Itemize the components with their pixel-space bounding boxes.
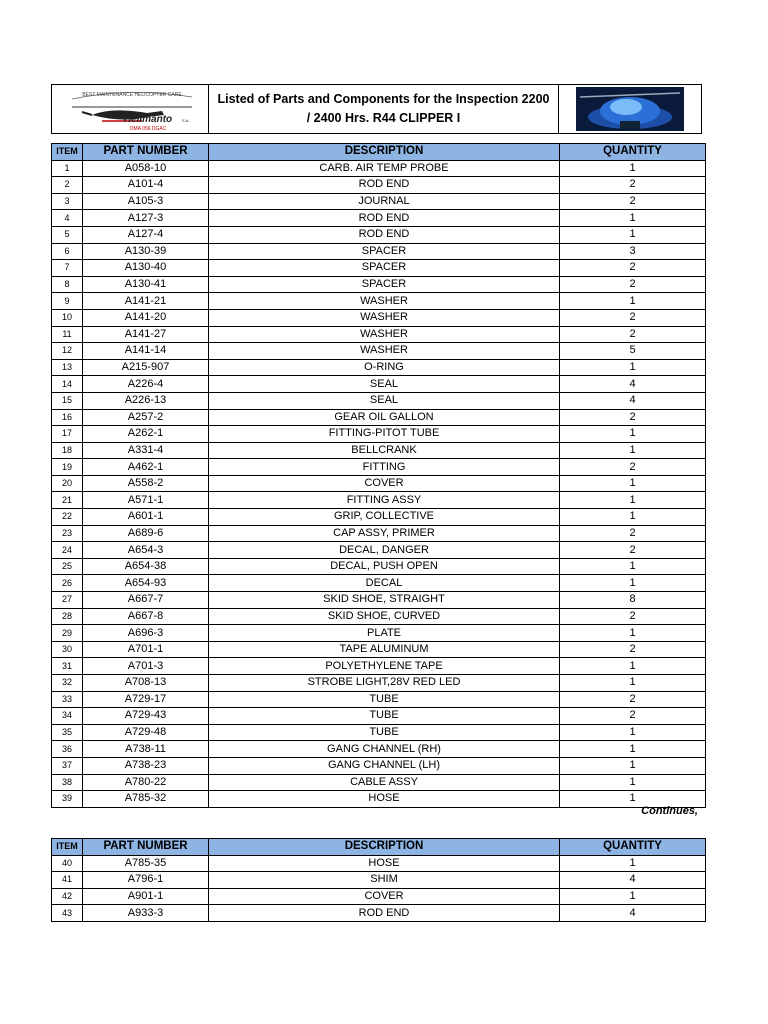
cell-item: 30 <box>52 641 83 658</box>
logo-tagline: BEST MAINTENANCE HELICOPTER CARE <box>82 92 182 98</box>
cell-quantity: 1 <box>560 855 706 872</box>
cell-part-number: A105-3 <box>83 193 209 210</box>
cell-description: WASHER <box>209 309 560 326</box>
table-row <box>52 475 706 492</box>
cell-item: 34 <box>52 708 83 725</box>
helicopter-logo-icon <box>52 85 208 135</box>
cell-part-number: A701-3 <box>83 658 209 675</box>
cell-part-number: A141-20 <box>83 309 209 326</box>
cell-item: 11 <box>52 326 83 343</box>
cell-part-number: A127-3 <box>83 210 209 227</box>
cell-part-number: A226-13 <box>83 392 209 409</box>
cell-description: DECAL, DANGER <box>209 542 560 559</box>
cell-part-number: A796-1 <box>83 872 209 889</box>
cell-description: SKID SHOE, CURVED <box>209 608 560 625</box>
table-row <box>52 675 706 692</box>
cell-part-number: A780-22 <box>83 774 209 791</box>
cell-description: GRIP, COLLECTIVE <box>209 509 560 526</box>
cell-item: 25 <box>52 558 83 575</box>
cell-quantity: 2 <box>560 691 706 708</box>
cell-description: PLATE <box>209 625 560 642</box>
col-desc-header: DESCRIPTION <box>209 839 560 856</box>
cell-item: 41 <box>52 872 83 889</box>
cell-description: TUBE <box>209 708 560 725</box>
logo-cert: OMA 056 DGAC <box>129 126 167 132</box>
cell-description: HOSE <box>209 791 560 808</box>
cell-item: 28 <box>52 608 83 625</box>
col-item-header: ITEM <box>52 839 83 856</box>
cell-quantity: 1 <box>560 757 706 774</box>
cell-quantity: 4 <box>560 392 706 409</box>
cell-item: 8 <box>52 276 83 293</box>
cell-description: WASHER <box>209 343 560 360</box>
document-header <box>51 84 702 134</box>
helicopter-photo <box>559 85 701 133</box>
table-row <box>52 542 706 559</box>
cell-item: 21 <box>52 492 83 509</box>
cell-quantity: 5 <box>560 343 706 360</box>
cell-description: O-RING <box>209 359 560 376</box>
cell-quantity: 2 <box>560 276 706 293</box>
table-row <box>52 575 706 592</box>
cell-description: GANG CHANNEL (RH) <box>209 741 560 758</box>
cell-part-number: A141-14 <box>83 343 209 360</box>
cell-description: ROD END <box>209 226 560 243</box>
cell-part-number: A667-8 <box>83 608 209 625</box>
cell-item: 26 <box>52 575 83 592</box>
cell-item: 2 <box>52 177 83 194</box>
cell-part-number: A901-1 <box>83 888 209 905</box>
table-row <box>52 724 706 741</box>
cell-description: WASHER <box>209 326 560 343</box>
cell-description: ROD END <box>209 210 560 227</box>
cell-item: 18 <box>52 442 83 459</box>
cell-quantity: 1 <box>560 210 706 227</box>
cell-item: 4 <box>52 210 83 227</box>
cell-item: 22 <box>52 509 83 526</box>
table-row <box>52 160 706 177</box>
cell-description: ROD END <box>209 177 560 194</box>
cell-description: COVER <box>209 475 560 492</box>
cell-description: SEAL <box>209 376 560 393</box>
cell-item: 33 <box>52 691 83 708</box>
table-row <box>52 509 706 526</box>
cell-description: JOURNAL <box>209 193 560 210</box>
col-part-header: PART NUMBER <box>83 839 209 856</box>
cell-item: 24 <box>52 542 83 559</box>
logo-suffix: S.A. <box>182 118 190 123</box>
helicopter-photo-image <box>576 87 684 131</box>
cell-description: BELLCRANK <box>209 442 560 459</box>
cell-part-number: A729-48 <box>83 724 209 741</box>
table-row <box>52 276 706 293</box>
cell-item: 13 <box>52 359 83 376</box>
cell-part-number: A130-39 <box>83 243 209 260</box>
cell-part-number: A141-21 <box>83 293 209 310</box>
cell-part-number: A654-93 <box>83 575 209 592</box>
cell-item: 27 <box>52 592 83 609</box>
cell-part-number: A738-23 <box>83 757 209 774</box>
cell-quantity: 1 <box>560 492 706 509</box>
cell-quantity: 2 <box>560 708 706 725</box>
company-logo <box>52 85 209 133</box>
cell-item: 40 <box>52 855 83 872</box>
cell-item: 20 <box>52 475 83 492</box>
col-part-header: PART NUMBER <box>83 144 209 161</box>
table-header-row <box>52 144 706 161</box>
cell-quantity: 1 <box>560 475 706 492</box>
cell-item: 10 <box>52 309 83 326</box>
cell-part-number: A601-1 <box>83 509 209 526</box>
cell-item: 32 <box>52 675 83 692</box>
cell-quantity: 1 <box>560 625 706 642</box>
cell-quantity: 1 <box>560 509 706 526</box>
table-row <box>52 177 706 194</box>
cell-item: 1 <box>52 160 83 177</box>
cell-quantity: 2 <box>560 525 706 542</box>
cell-description: GANG CHANNEL (LH) <box>209 757 560 774</box>
table-row <box>52 558 706 575</box>
document-title <box>209 85 559 133</box>
cell-description: HOSE <box>209 855 560 872</box>
table-row <box>52 757 706 774</box>
cell-part-number: A933-3 <box>83 905 209 922</box>
cell-quantity: 1 <box>560 888 706 905</box>
cell-quantity: 1 <box>560 575 706 592</box>
table-row <box>52 888 706 905</box>
cell-quantity: 1 <box>560 558 706 575</box>
col-desc-header: DESCRIPTION <box>209 144 560 161</box>
table-row <box>52 226 706 243</box>
cell-description: CARB. AIR TEMP PROBE <box>209 160 560 177</box>
cell-quantity: 2 <box>560 641 706 658</box>
table-row <box>52 326 706 343</box>
cell-quantity: 8 <box>560 592 706 609</box>
cell-item: 39 <box>52 791 83 808</box>
cell-item: 43 <box>52 905 83 922</box>
cell-item: 15 <box>52 392 83 409</box>
cell-item: 12 <box>52 343 83 360</box>
cell-quantity: 1 <box>560 675 706 692</box>
table-row <box>52 426 706 443</box>
cell-item: 7 <box>52 260 83 277</box>
cell-item: 37 <box>52 757 83 774</box>
cell-description: SEAL <box>209 392 560 409</box>
cell-item: 5 <box>52 226 83 243</box>
cell-description: SKID SHOE, STRAIGHT <box>209 592 560 609</box>
table-row <box>52 525 706 542</box>
table-row <box>52 774 706 791</box>
cell-description: DECAL <box>209 575 560 592</box>
cell-item: 38 <box>52 774 83 791</box>
cell-description: ROD END <box>209 905 560 922</box>
cell-description: SPACER <box>209 243 560 260</box>
cell-part-number: A701-1 <box>83 641 209 658</box>
table-row <box>52 592 706 609</box>
cell-description: FITTING ASSY <box>209 492 560 509</box>
cell-part-number: A729-43 <box>83 708 209 725</box>
cell-part-number: A689-6 <box>83 525 209 542</box>
table-row <box>52 492 706 509</box>
cell-part-number: A262-1 <box>83 426 209 443</box>
cell-quantity: 1 <box>560 791 706 808</box>
cell-item: 3 <box>52 193 83 210</box>
cell-description: SPACER <box>209 260 560 277</box>
cell-description: SHIM <box>209 872 560 889</box>
cell-item: 31 <box>52 658 83 675</box>
parts-table-1 <box>51 143 706 808</box>
cell-quantity: 2 <box>560 260 706 277</box>
cell-description: TUBE <box>209 724 560 741</box>
cell-part-number: A331-4 <box>83 442 209 459</box>
table-row <box>52 905 706 922</box>
cell-part-number: A654-38 <box>83 558 209 575</box>
table-row <box>52 392 706 409</box>
cell-part-number: A127-4 <box>83 226 209 243</box>
cell-quantity: 1 <box>560 442 706 459</box>
table-row <box>52 343 706 360</box>
col-item-header: ITEM <box>52 144 83 161</box>
table-row <box>52 409 706 426</box>
cell-quantity: 2 <box>560 542 706 559</box>
cell-description: TUBE <box>209 691 560 708</box>
cell-item: 29 <box>52 625 83 642</box>
cell-item: 36 <box>52 741 83 758</box>
cell-description: CAP ASSY, PRIMER <box>209 525 560 542</box>
cell-description: COVER <box>209 888 560 905</box>
cell-quantity: 2 <box>560 608 706 625</box>
cell-quantity: 1 <box>560 426 706 443</box>
logo-name: Helimanto <box>123 114 173 125</box>
cell-part-number: A130-40 <box>83 260 209 277</box>
cell-quantity: 4 <box>560 376 706 393</box>
cell-part-number: A696-3 <box>83 625 209 642</box>
parts-table-2 <box>51 838 706 922</box>
table-row <box>52 459 706 476</box>
col-qty-header: QUANTITY <box>560 839 706 856</box>
title-line-1: Listed of Parts and Components for the Inspection 2200 <box>217 92 550 106</box>
cell-part-number: A708-13 <box>83 675 209 692</box>
cell-part-number: A785-32 <box>83 791 209 808</box>
cell-part-number: A785-35 <box>83 855 209 872</box>
cell-quantity: 1 <box>560 293 706 310</box>
cell-part-number: A101-4 <box>83 177 209 194</box>
cell-quantity: 3 <box>560 243 706 260</box>
table-row <box>52 260 706 277</box>
cell-part-number: A558-2 <box>83 475 209 492</box>
title-line-2: / 2400 Hrs. R44 CLIPPER I <box>306 111 461 125</box>
cell-item: 42 <box>52 888 83 905</box>
table-row <box>52 641 706 658</box>
col-qty-header: QUANTITY <box>560 144 706 161</box>
cell-part-number: A215-907 <box>83 359 209 376</box>
cell-item: 23 <box>52 525 83 542</box>
cell-quantity: 1 <box>560 724 706 741</box>
cell-part-number: A058-10 <box>83 160 209 177</box>
cell-quantity: 2 <box>560 193 706 210</box>
cell-part-number: A571-1 <box>83 492 209 509</box>
table-row <box>52 376 706 393</box>
cell-item: 6 <box>52 243 83 260</box>
cell-description: FITTING <box>209 459 560 476</box>
cell-quantity: 2 <box>560 459 706 476</box>
cell-quantity: 2 <box>560 309 706 326</box>
cell-item: 35 <box>52 724 83 741</box>
table-row <box>52 293 706 310</box>
cell-quantity: 2 <box>560 177 706 194</box>
table-row <box>52 193 706 210</box>
cell-quantity: 2 <box>560 409 706 426</box>
cell-item: 19 <box>52 459 83 476</box>
cell-description: WASHER <box>209 293 560 310</box>
table-row <box>52 625 706 642</box>
cell-quantity: 1 <box>560 774 706 791</box>
cell-quantity: 1 <box>560 359 706 376</box>
cell-part-number: A667-7 <box>83 592 209 609</box>
cell-quantity: 4 <box>560 905 706 922</box>
cell-description: GEAR OIL GALLON <box>209 409 560 426</box>
cell-item: 9 <box>52 293 83 310</box>
table-row <box>52 309 706 326</box>
cell-part-number: A462-1 <box>83 459 209 476</box>
table-row <box>52 691 706 708</box>
cell-description: POLYETHYLENE TAPE <box>209 658 560 675</box>
table-row <box>52 608 706 625</box>
cell-part-number: A738-11 <box>83 741 209 758</box>
cell-part-number: A654-3 <box>83 542 209 559</box>
table-row <box>52 741 706 758</box>
cell-description: FITTING-PITOT TUBE <box>209 426 560 443</box>
table-row <box>52 359 706 376</box>
table-row <box>52 872 706 889</box>
cell-part-number: A130-41 <box>83 276 209 293</box>
table-row <box>52 855 706 872</box>
continues-note: Continues, <box>641 805 698 817</box>
cell-description: DECAL, PUSH OPEN <box>209 558 560 575</box>
cell-quantity: 1 <box>560 160 706 177</box>
table-row <box>52 210 706 227</box>
table-row <box>52 658 706 675</box>
cell-quantity: 1 <box>560 741 706 758</box>
cell-description: STROBE LIGHT,28V RED LED <box>209 675 560 692</box>
cell-item: 14 <box>52 376 83 393</box>
cell-description: CABLE ASSY <box>209 774 560 791</box>
cell-description: SPACER <box>209 276 560 293</box>
cell-description: TAPE ALUMINUM <box>209 641 560 658</box>
cell-quantity: 2 <box>560 326 706 343</box>
cell-part-number: A729-17 <box>83 691 209 708</box>
cell-quantity: 1 <box>560 226 706 243</box>
cell-part-number: A141-27 <box>83 326 209 343</box>
cell-part-number: A257-2 <box>83 409 209 426</box>
cell-part-number: A226-4 <box>83 376 209 393</box>
cell-item: 16 <box>52 409 83 426</box>
table-row <box>52 442 706 459</box>
table-row <box>52 243 706 260</box>
cell-quantity: 4 <box>560 872 706 889</box>
table-header-row <box>52 839 706 856</box>
cell-quantity: 1 <box>560 658 706 675</box>
cell-item: 17 <box>52 426 83 443</box>
table-row <box>52 708 706 725</box>
